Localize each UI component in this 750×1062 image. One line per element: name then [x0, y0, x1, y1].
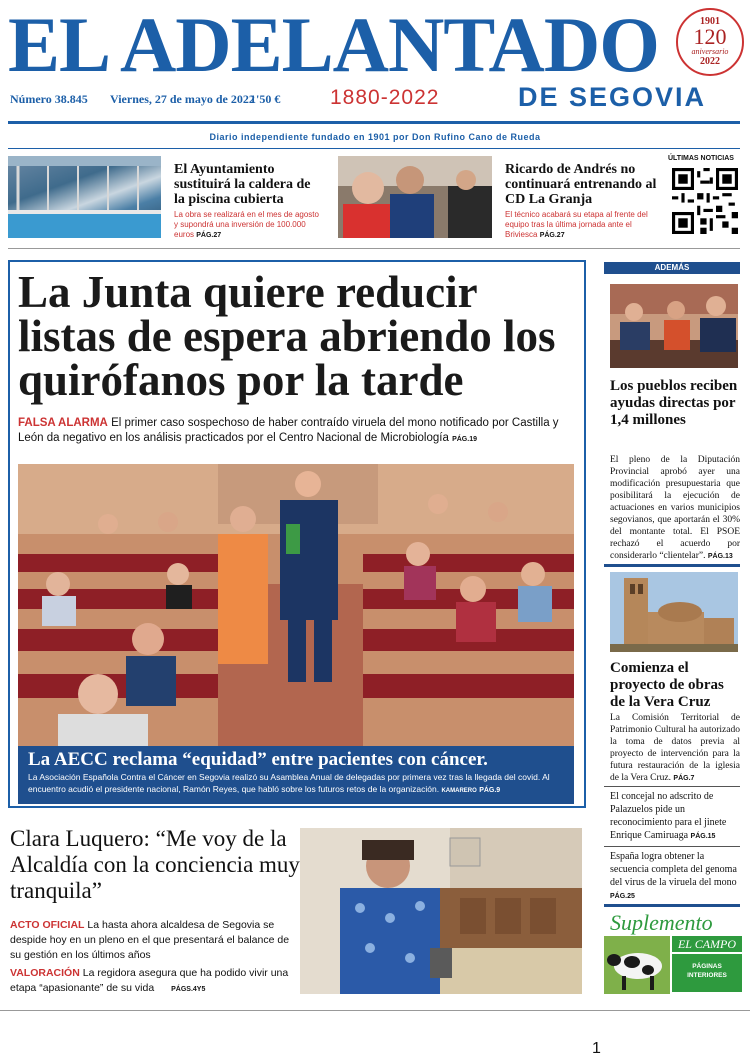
sidebar-rule-3: [604, 846, 740, 847]
issue-date: Viernes, 27 de mayo de 2022: [110, 92, 255, 106]
clara-photo-art: [300, 828, 582, 994]
anniversary-end: 2022: [700, 56, 720, 67]
aecc-caption-page: PÁG.9: [479, 787, 501, 794]
concejal-page: PÁG.15: [690, 833, 716, 840]
clara-page: PÁGS.4Y5: [171, 986, 206, 993]
genoma-page: PÁG.25: [610, 893, 635, 900]
vera-cruz-body: [610, 712, 740, 785]
clara-headline[interactable]: Clara Luquero: “Me voy de la Alcaldía con la conciencia muy tranquila”: [10, 826, 300, 903]
ademas-label: ADEMÁS: [604, 262, 740, 274]
main-page: PÁG.19: [452, 436, 477, 443]
genoma-text: España logra obtener la secuencia completa del genoma del virus de la viruela del mono: [610, 851, 737, 888]
cow-art: [604, 936, 670, 994]
clara-photo[interactable]: [300, 828, 582, 994]
clara-kicker-1: ACTO OFICIAL: [10, 919, 85, 931]
aecc-caption: [18, 746, 574, 804]
vera-cruz-headline[interactable]: Comienza el proyecto de obras de la Vera Cruz: [610, 660, 724, 710]
aecc-caption-body: La Asociación Española Contra el Cáncer en Segovia realizó su Asamblea Anual de delegadas por primera vez tras la llegada del covid. Al encuentro acudió el presidente nacional, Ramón Reyes, que habló sobre los futuros retos de la organización.: [28, 772, 550, 794]
cow-icon: [604, 936, 670, 994]
main-headline[interactable]: La Junta quiere reducir listas de espera abriendo los quirófanos por la tarde: [18, 267, 556, 405]
ultimas-noticias-label: ÚLTIMAS NOTICIAS: [668, 155, 734, 162]
pool-page: PÁG.27: [196, 232, 222, 239]
ayudas-page: PÁG.13: [707, 553, 733, 560]
clara-lead-2: [10, 966, 300, 997]
qr-code-graphic: [672, 168, 738, 234]
genoma-brief[interactable]: [610, 850, 740, 903]
aecc-assembly-photo[interactable]: [18, 464, 574, 746]
ayudas-headline[interactable]: Los pueblos reciben ayudas directas por 1,4 millones: [610, 378, 738, 428]
masthead-subtitle: DE SEGOVIA: [518, 82, 707, 112]
diputacion-photo-art: [610, 284, 738, 368]
pool-photo[interactable]: [8, 156, 161, 238]
masthead-rule: [8, 121, 740, 124]
coach-summary-text: El técnico acabará su etapa al frente del equipo tras la última jornada ante el Briviesca: [505, 210, 648, 239]
vera-cruz-body-text: La Comisión Territorial de Patrimonio Cultural ha autorizado la toma de datos previa al proyecto de intervención para la futura restauración de la iglesia de la Vera Cruz.: [610, 713, 740, 783]
strip-rule: [8, 248, 740, 249]
pool-photo-art: [8, 156, 161, 238]
coach-photo[interactable]: [338, 156, 492, 238]
clara-lead-1: [10, 918, 300, 963]
coach-photo-art: [338, 156, 492, 238]
clara-kicker-2: VALORACIÓN: [10, 967, 80, 979]
coach-summary: [505, 210, 660, 241]
supplement-box[interactable]: [604, 910, 742, 994]
diputacion-photo[interactable]: [610, 284, 738, 368]
page-marker: 1: [592, 1040, 601, 1057]
coach-page: PÁG.27: [539, 232, 565, 239]
ayudas-body-text: El pleno de la Diputación Provincial aprobó ayer una modificación presupuestaria que posibilitará la ejecución de actuaciones en varios municipios segovianos, que aportarán el 30% del montante total. El PSOE rechazó el acuerdo por considerarlo “clientelar”.: [610, 455, 740, 561]
sidebar-rule-2: [604, 786, 740, 787]
coach-headline[interactable]: Ricardo de Andrés no continuará entrenando al CD La Granja: [505, 162, 657, 207]
aecc-caption-head: La AECC reclama “equidad” entre pacientes con cáncer.: [28, 749, 488, 770]
pool-summary-text: La obra se realizará en el mes de agosto y supondrá una inversión de 100.000 euros: [174, 210, 319, 239]
sidebar-rule-1: [604, 564, 740, 567]
pool-summary: [174, 210, 324, 241]
qr-code-icon[interactable]: [672, 168, 738, 234]
vera-cruz-photo[interactable]: [610, 572, 738, 652]
anniversary-label: aniversario: [691, 47, 729, 56]
main-kicker: FALSA ALARMA: [18, 417, 108, 429]
concejal-brief[interactable]: [610, 790, 740, 843]
issue-price: 1'50 €: [250, 92, 281, 106]
concejal-text: El concejal no adscrito de Palazuelos pide un reconocimiento para el jinete Enrique Camiruaga: [610, 791, 727, 841]
vera-cruz-page: PÁG.7: [673, 775, 695, 782]
supplement-title: Suplemento: [610, 910, 713, 935]
pool-headline[interactable]: El Ayuntamiento sustituirá la caldera de la piscina cubierta: [174, 162, 311, 207]
clara-text-1: La hasta ahora alcaldesa de Segovia se despide hoy en un pleno en el que presentará el balance de su gestión en los últimos años: [10, 919, 290, 961]
main-lead: [18, 416, 578, 447]
masthead-years: 1880-2022: [330, 86, 440, 109]
clara-text-2: La regidora asegura que ha podido vivir una etapa “apasionante” de su vida: [10, 967, 289, 994]
masthead-title: EL ADELANTADO: [8, 1, 659, 88]
aecc-photo-art: [18, 464, 574, 746]
anniversary-number: 120: [693, 24, 727, 49]
supplement-name: EL CAMPO: [672, 936, 742, 952]
vera-cruz-photo-art: [610, 572, 738, 652]
issue-number: Número 38.845: [10, 92, 88, 106]
supplement-pages: PÁGINAS INTERIORES: [672, 954, 742, 992]
tagline-rule: [8, 148, 740, 149]
aecc-caption-body-wrap: [28, 771, 564, 797]
main-lead-text: El primer caso sospechoso de haber contraído viruela del mono notificado por Castilla y León da negativo en los análisis practicados por el Centro Nacional de Microbiología: [18, 417, 559, 444]
anniversary-seal: [676, 8, 744, 76]
anniversary-start: 1901: [700, 16, 720, 27]
aecc-caption-credit: KAMARERO: [441, 788, 477, 794]
masthead-tagline: Diario independiente fundado en 1901 por Don Rufino Cano de Rueda: [209, 132, 541, 142]
ayudas-body: [610, 454, 740, 563]
sidebar-rule-4: [604, 904, 740, 907]
bottom-rule: [0, 1010, 750, 1011]
